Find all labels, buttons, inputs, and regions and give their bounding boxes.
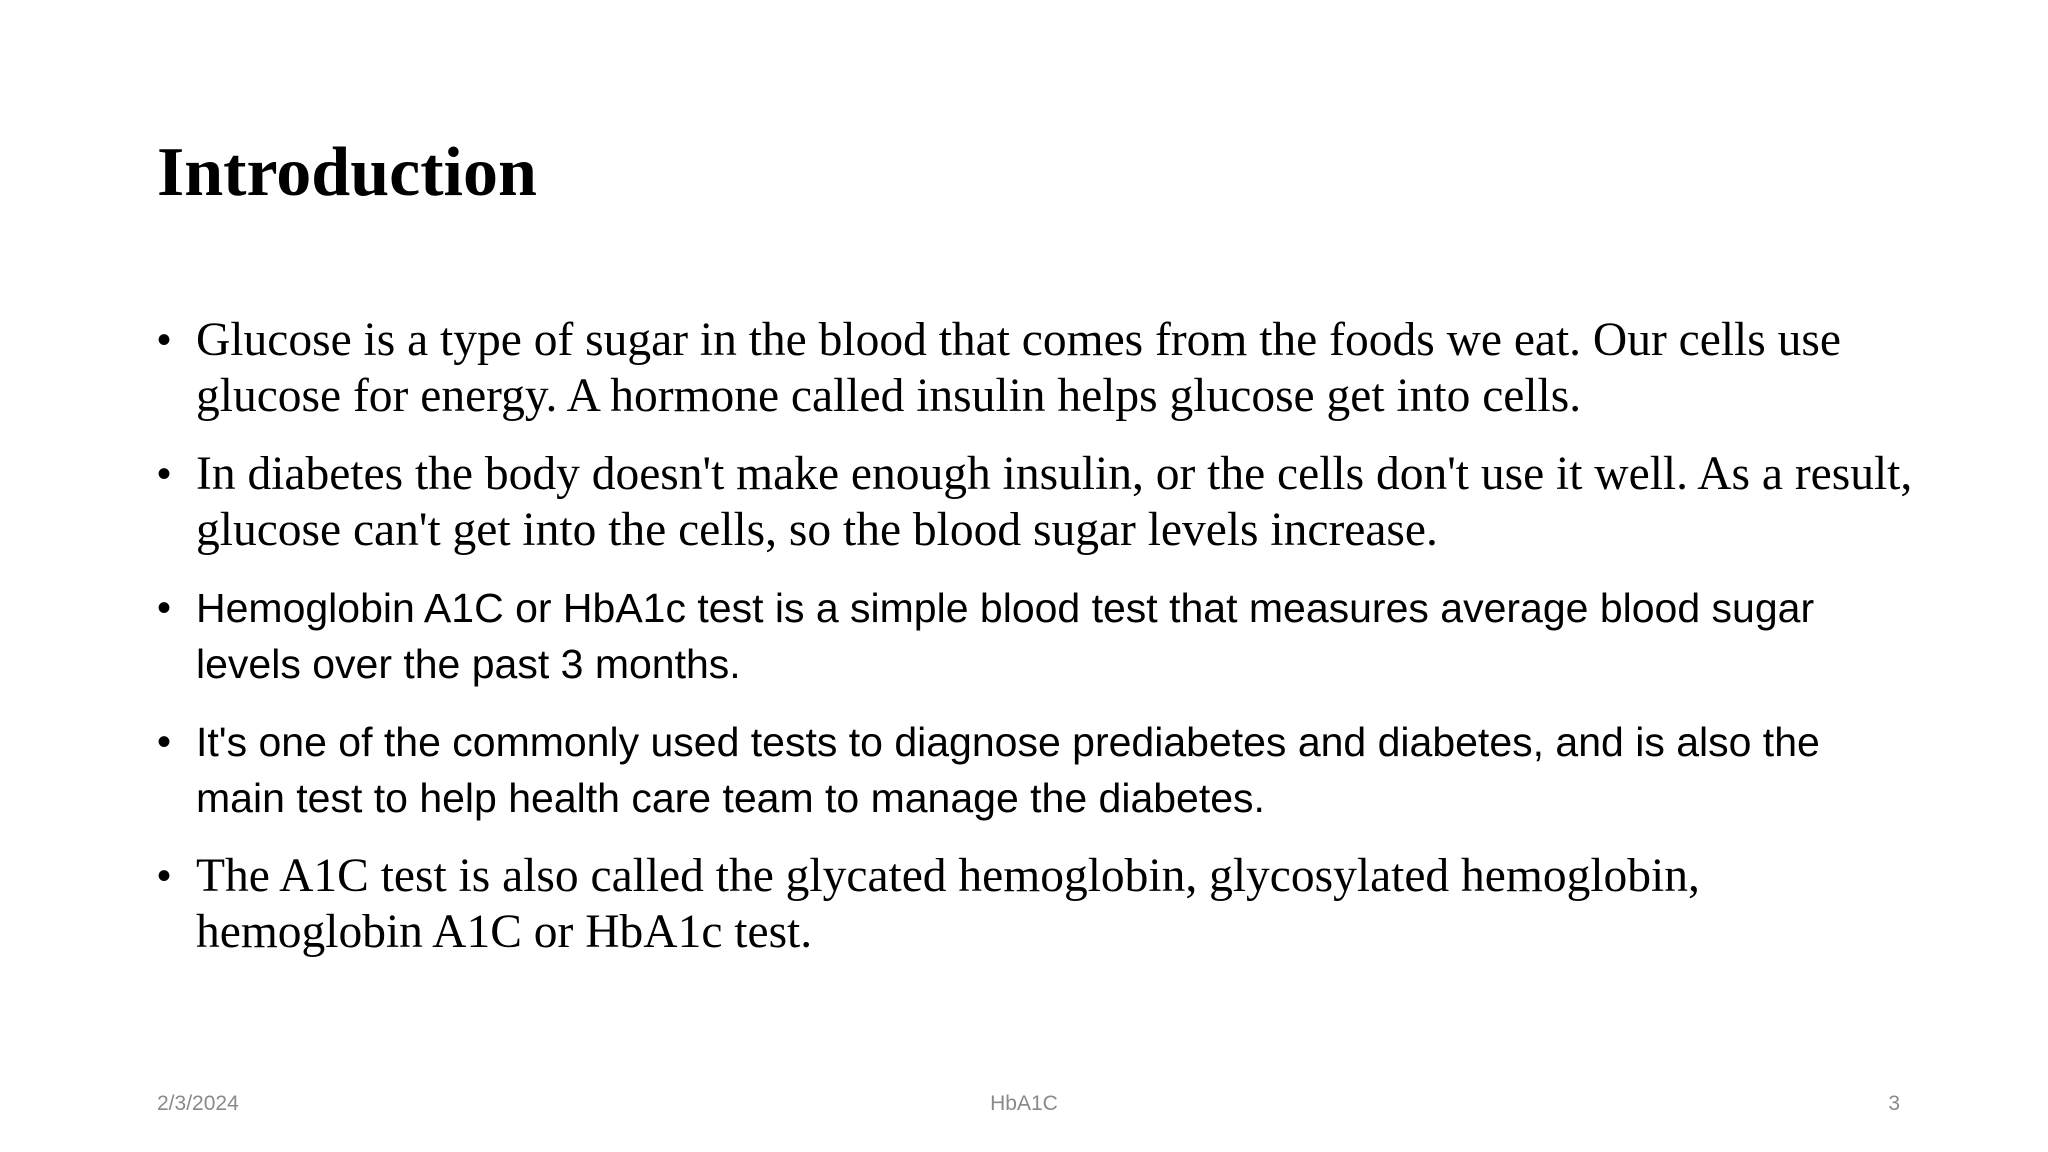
footer-date: 2/3/2024 bbox=[157, 1092, 239, 1115]
bullet-dot-icon: • bbox=[157, 586, 172, 630]
bullet-item bbox=[157, 848, 1917, 960]
bullet-text: Glucose is a type of sugar in the blood that comes from the foods we eat. Our cells use glucose for energy. A hormone called insulin helps glucose get into cells. bbox=[196, 314, 1841, 422]
slide-title: Introduction bbox=[157, 134, 537, 211]
footer-title: HbA1C bbox=[990, 1092, 1058, 1115]
bullet-text: In diabetes the body doesn't make enough insulin, or the cells don't use it well. As a result, glucose can't get into the cells, so the blood sugar levels increase. bbox=[196, 448, 1913, 556]
bullet-dot-icon: • bbox=[157, 318, 172, 362]
bullet-text: It's one of the commonly used tests to diagnose prediabetes and diabetes, and is also the main test to help health care team to manage the diabetes. bbox=[196, 719, 1820, 821]
bullet-item bbox=[157, 714, 1917, 826]
bullet-list bbox=[157, 312, 1917, 982]
bullet-text: Hemoglobin A1C or HbA1c test is a simple blood test that measures average blood sugar levels over the past 3 months. bbox=[196, 585, 1815, 687]
bullet-item bbox=[157, 580, 1917, 692]
bullet-dot-icon: • bbox=[157, 854, 172, 898]
bullet-item bbox=[157, 446, 1917, 558]
bullet-dot-icon: • bbox=[157, 452, 172, 496]
slide-number: 3 bbox=[1888, 1092, 1900, 1115]
bullet-text: The A1C test is also called the glycated hemoglobin, glycosylated hemoglobin, hemoglobin A1C or HbA1c test. bbox=[196, 850, 1700, 958]
bullet-dot-icon: • bbox=[157, 720, 172, 764]
bullet-item bbox=[157, 312, 1917, 424]
